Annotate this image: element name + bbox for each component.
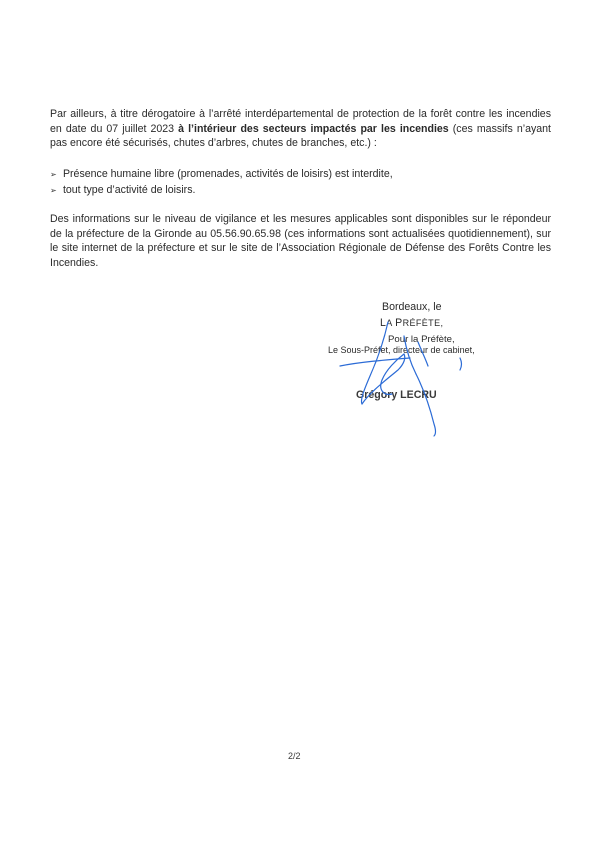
signature-role: LA PRÉFÈTE, [380, 317, 444, 329]
list-item [50, 183, 550, 199]
paragraph-derogation-bold: à l’intérieur des secteurs impactés par les incendies [178, 122, 449, 135]
signature-delegation: Pour la Préfète, [388, 334, 455, 345]
paragraph-derogation-end: (ces massifs n’ayant pas encore été sécurisés, chutes d’arbres, chutes de branches, etc.) : [50, 122, 551, 150]
restrictions-list [50, 167, 550, 198]
arrow-bullet-icon: ➢ [50, 185, 57, 195]
signature-city-date: Bordeaux, le [382, 301, 442, 313]
list-item [50, 167, 550, 183]
list-item-text: tout type d’activité de loisirs. [62, 183, 196, 196]
paragraph-derogation [50, 107, 551, 151]
paragraph-information: Des informations sur le niveau de vigilance et les mesures applicables sont disponibles sur le répondeur de la préfecture de la Gironde au 05.56.90.65.98 (ces informations sont actualisées quotidiennement), sur le site internet de la préfecture et sur le site de l’Association Régionale de Défense des Forêts Contre les Incendies. [50, 213, 551, 269]
paragraph-derogation-intro: Par ailleurs, à titre dérogatoire à l’arrêté interdépartemental de protection de la forêt contre les incendies en date du 07 juillet 2023 [50, 108, 551, 135]
page-number: 2/2 [288, 751, 301, 761]
signatory-name: Grégory LECRU [356, 389, 437, 401]
signature-block [300, 300, 500, 450]
list-item-text: Présence humaine libre (promenades, activités de loisirs) est interdite, [62, 168, 393, 180]
arrow-bullet-icon: ➢ [50, 170, 57, 179]
signature-title: Le Sous-Préfet, directeur de cabinet, [328, 345, 475, 355]
